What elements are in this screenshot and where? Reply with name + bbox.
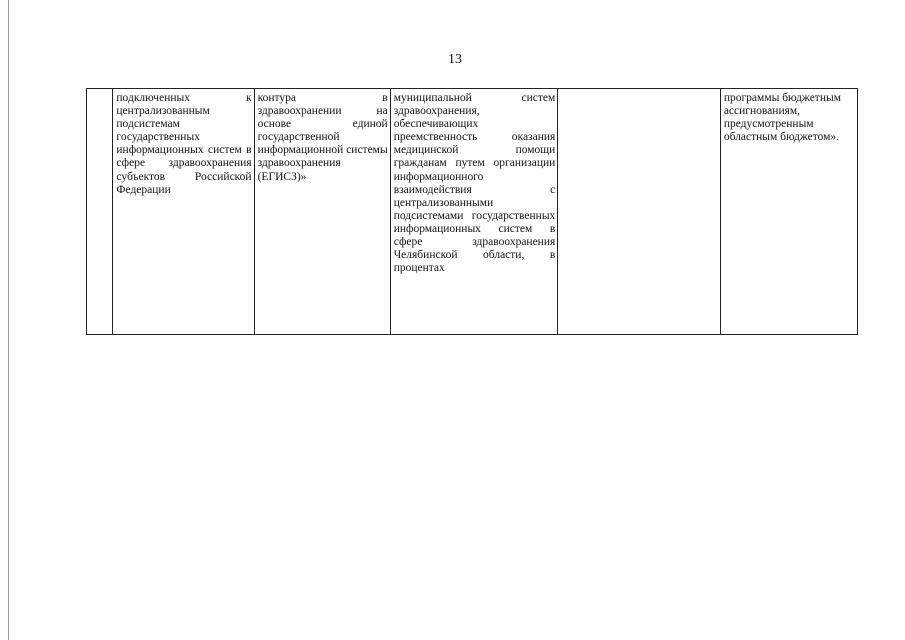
cell-text-description: муниципальной систем здравоохранения, обеспечивающих преемственность оказания медицинской помощи гражданам путем организации информационного взаимодействия с централизованными подсистемами государственных информационных систем в сфере здравоохранения Челябинской области, в процентах (393, 92, 556, 275)
cell-text-project: контура в здравоохранении на основе единой государственной информационной системы здравоохранения (ЕГИСЗ)» (257, 92, 388, 183)
cell-text-indicator: подключенных к централизованным подсистемам государственных информационных систем в сфере здравоохранения субъектов Российской Федерации (116, 92, 252, 196)
table-cell-empty (558, 89, 721, 335)
document-table (86, 88, 858, 335)
page-left-edge (8, 0, 9, 640)
table-cell-description (390, 89, 558, 335)
table-cell-project (254, 89, 390, 335)
table-row (87, 89, 858, 335)
page-number: 13 (448, 52, 462, 67)
table-cell-number (87, 89, 113, 335)
cell-text-note: программы бюджетным ассигнованиям, предусмотренным областным бюджетом». (723, 92, 841, 144)
table-cell-note (720, 89, 857, 335)
table-cell-indicator (113, 89, 254, 335)
